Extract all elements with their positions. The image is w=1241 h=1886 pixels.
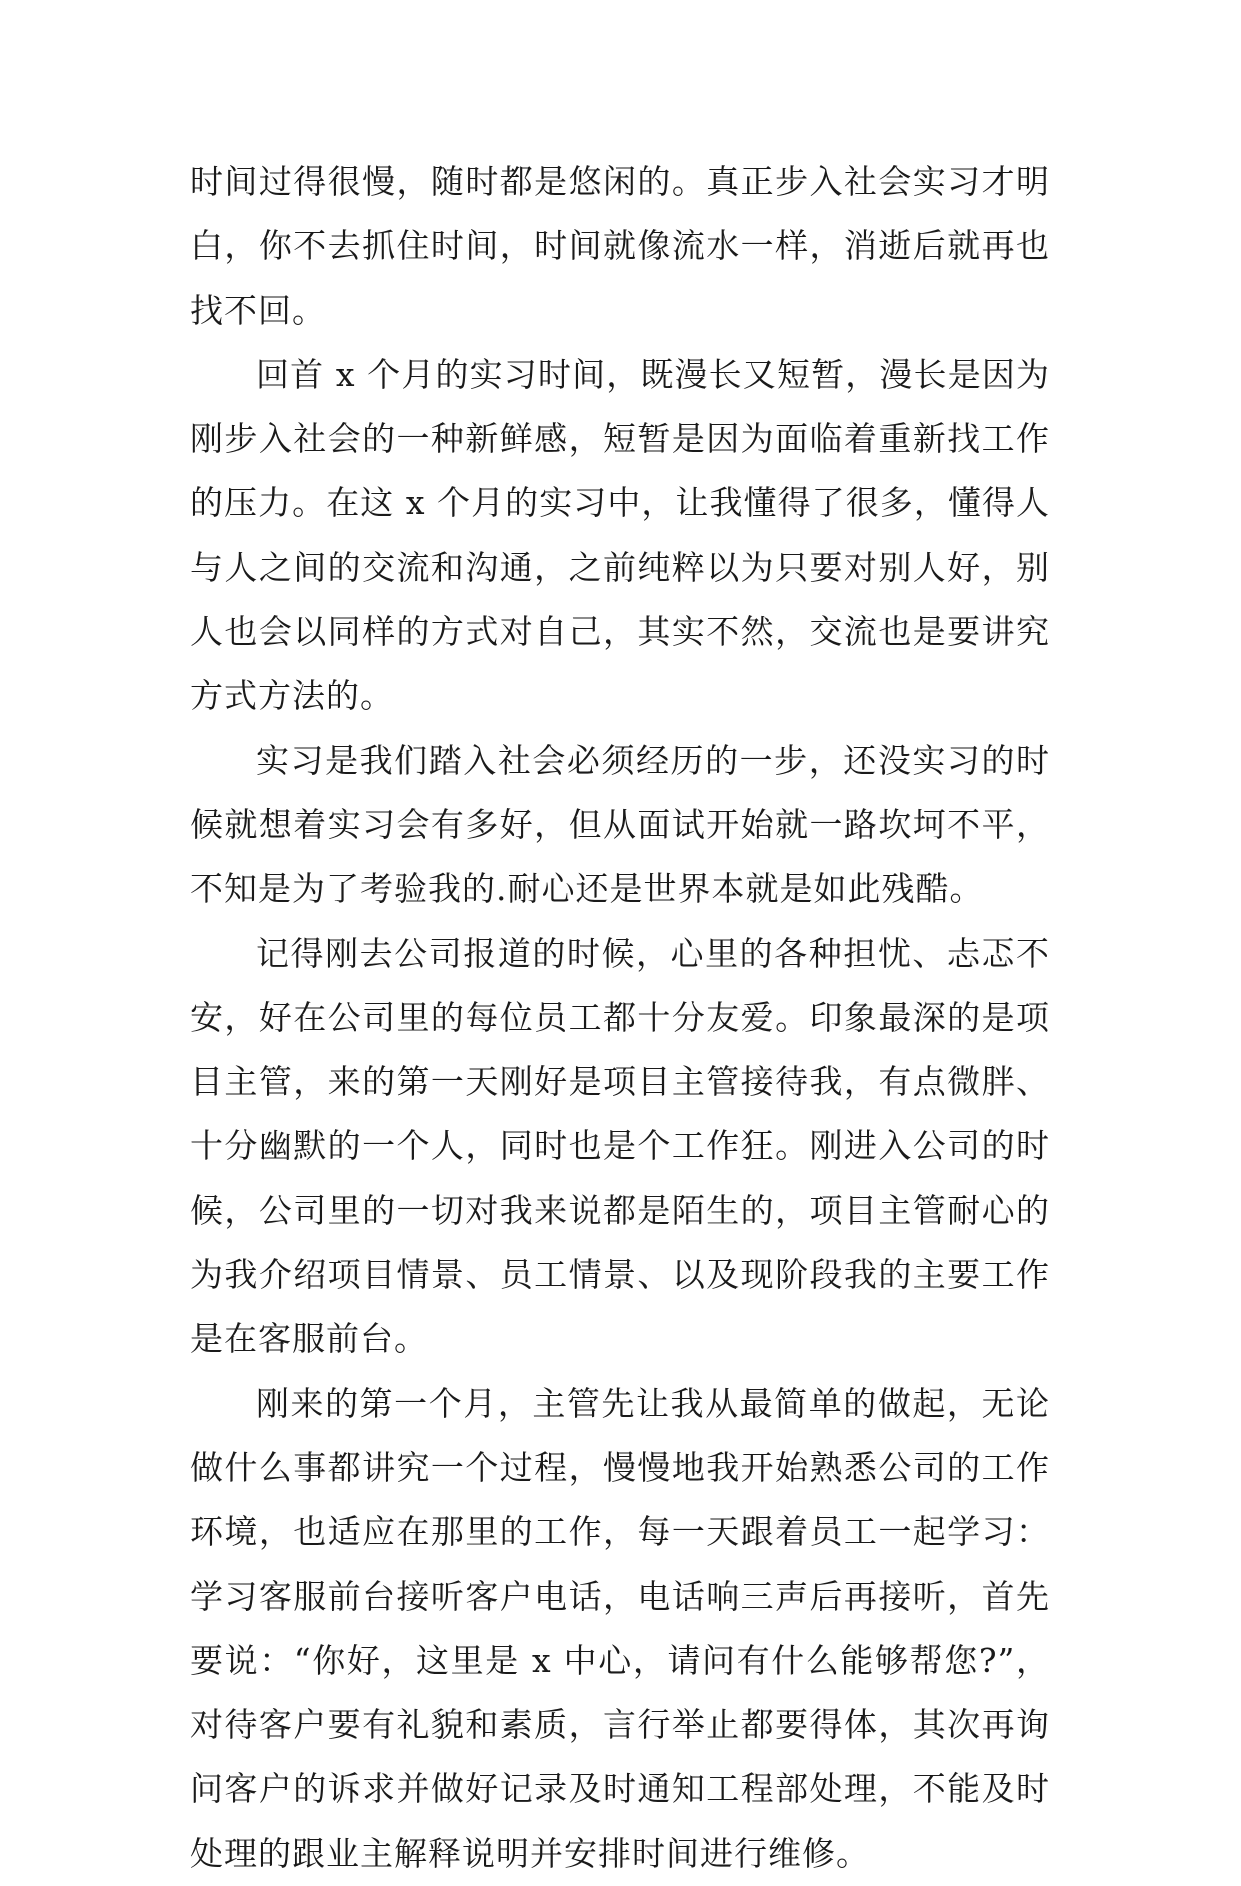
paragraph-5: 刚来的第一个月，主管先让我从最简单的做起，无论做什么事都讲究一个过程，慢慢地我开始熟悉公司的工作环境，也适应在那里的工作，每一天跟着员工一起学习：学习客服前台接听客户电话，电话响三声后再接听，首先要说：“你好，这里是 x 中心，请问有什么能够帮您?”，对待客户要有礼貌和素质，言行举止都要得体，其次再询问客户的诉求并做好记录及时通知工程部处理，不能及时处理的跟业主解释说明并安排时间进行维修。	[190, 1383, 1050, 1873]
paragraph-3: 实习是我们踏入社会必须经历的一步，还没实习的时候就想着实习会有多好，但从面试开始就一路坎坷不平，不知是为了考验我的.耐心还是世界本就是如此残酷。	[190, 740, 1050, 909]
paragraph-1: 时间过得很慢，随时都是悠闲的。真正步入社会实习才明白，你不去抓住时间，时间就像流水一样，消逝后就再也找不回。	[190, 162, 1050, 330]
paragraph-4: 记得刚去公司报道的时候，心里的各种担忧、忐忑不安，好在公司里的每位员工都十分友爱。印象最深的是项目主管，来的第一天刚好是项目主管接待我，有点微胖、十分幽默的一个人，同时也是个工作狂。刚进入公司的时候，公司里的一切对我来说都是陌生的，项目主管耐心的为我介绍项目情景、员工情景、以及现阶段我的主要工作是在客服前台。	[190, 933, 1050, 1359]
document-body	[190, 150, 1050, 1886]
paragraph-2: 回首 x 个月的实习时间，既漫长又短暂，漫长是因为刚步入社会的一种新鲜感，短暂是因为面临着重新找工作的压力。在这 x 个月的实习中，让我懂得了很多，懂得人与人之间的交流和沟通，之前纯粹以为只要对别人好，别人也会以同样的方式对自己，其实不然，交流也是要讲究方式方法的。	[190, 354, 1050, 716]
